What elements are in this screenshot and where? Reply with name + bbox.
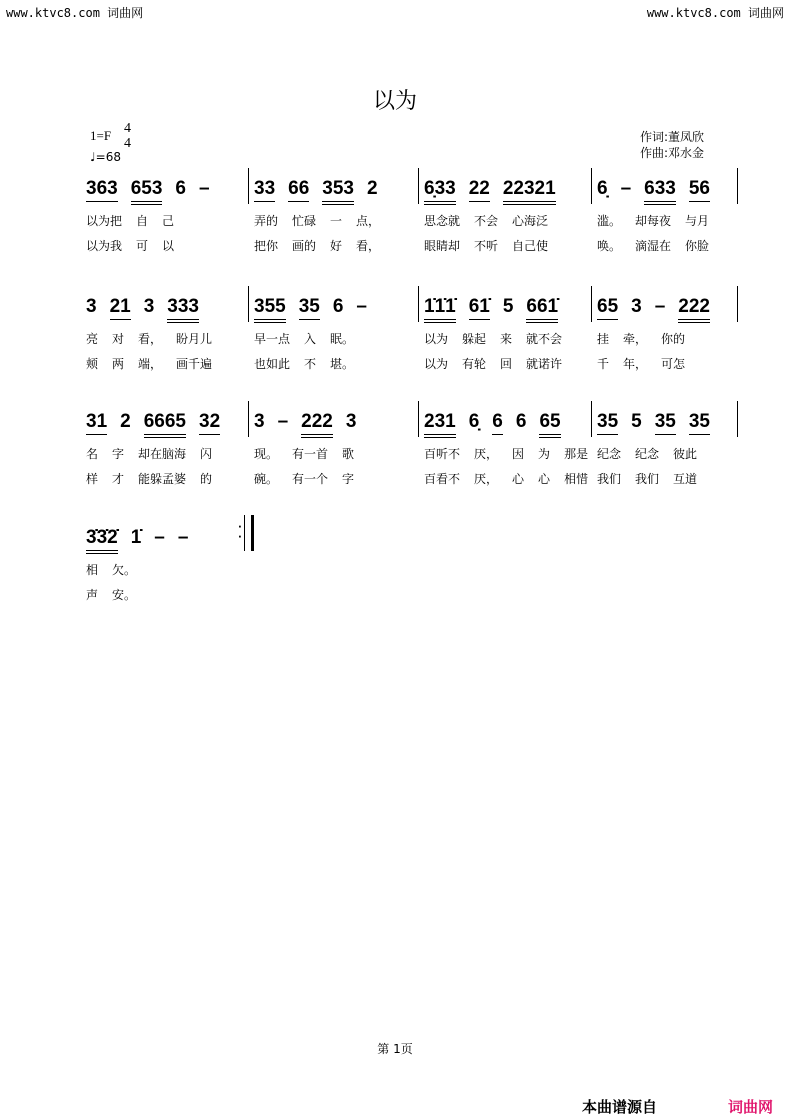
repeat-dots: · · (238, 522, 242, 543)
lyric-syllable: 厌， (474, 447, 499, 461)
lyric-row-verse-2 (86, 237, 210, 262)
source-label: 本曲谱源自 (582, 1098, 658, 1116)
lyric-syllable: 百听不 (424, 447, 461, 461)
lyric-syllable: 就不会 (526, 332, 563, 346)
measure (597, 296, 710, 371)
lyric-syllable: 心海泛 (512, 214, 549, 228)
lyric-syllable: 忙碌 (292, 214, 317, 228)
barline (591, 286, 592, 322)
lyric-syllable: 以为我 (86, 239, 123, 253)
lyric-syllable: 也如此 (254, 357, 291, 371)
lyric-row-verse-2 (86, 355, 212, 380)
notes (86, 296, 212, 330)
lyric-syllable: 亮 (86, 332, 99, 346)
lyric-syllable: 早一点 (254, 332, 291, 346)
lyric-syllable: 我们 (597, 472, 622, 486)
lyric-syllable: 字 (112, 447, 125, 461)
lyric-syllable: 心 (538, 472, 551, 486)
lyric-row-verse-2 (86, 470, 220, 495)
note-group: 1̇1̇1̇ (424, 296, 456, 323)
lyric-syllable: 声 (86, 588, 99, 602)
lyric-row-verse-1 (424, 445, 588, 470)
note-group: 61̇ (469, 296, 490, 320)
lyric-syllable: 自己使 (512, 239, 549, 253)
note-group: 222 (678, 296, 710, 323)
measure (86, 411, 221, 486)
lyric-syllable: 入 (304, 332, 317, 346)
note-group: 6̣ (597, 178, 608, 199)
notes (254, 178, 380, 212)
barline (418, 401, 419, 437)
lyric-syllable: 却每夜 (635, 214, 672, 228)
lyric-syllable: 字 (342, 472, 355, 486)
lyric-syllable: 厌， (474, 472, 499, 486)
lyric-syllable: 相惜 (564, 472, 589, 486)
lyric-syllable: 两 (112, 357, 125, 371)
lyric-syllable: 现。 (254, 447, 279, 461)
lyric-row-verse-1 (86, 330, 212, 355)
note-group: 31 (86, 411, 107, 435)
barline (591, 401, 592, 437)
lyric-syllable: 可怎 (661, 357, 686, 371)
lyric-syllable: 一 (330, 214, 343, 228)
lyric-syllable: 以为 (424, 357, 449, 371)
page-number: 第 1页 (377, 1042, 413, 1056)
lyric-row-verse-1 (254, 445, 356, 470)
measure (597, 178, 710, 253)
lyric-syllable: 来 (500, 332, 513, 346)
note-group: 6665 (144, 411, 186, 438)
lyric-syllable: 千 (597, 357, 610, 371)
measure (424, 296, 563, 371)
lyric-syllable: 的 (200, 472, 213, 486)
lyric-row-verse-1 (424, 212, 556, 237)
lyric-syllable: 彼此 (673, 447, 698, 461)
note-group: 353 (322, 178, 354, 205)
note-group: 3̇3̇2̇ (86, 527, 118, 554)
note-group: – (154, 527, 165, 548)
lyric-syllable: 盼月儿 (176, 332, 213, 346)
lyric-syllable: 就诺许 (526, 357, 563, 371)
lyric-syllable: 有一首 (292, 447, 329, 461)
lyric-syllable: 能躲孟婆 (138, 472, 187, 486)
note-group: – (620, 178, 632, 199)
lyric-syllable: 闪 (200, 447, 213, 461)
note-group: 333 (167, 296, 199, 323)
lyric-row-verse-1 (254, 212, 380, 237)
lyric-syllable: 唤。 (597, 239, 622, 253)
lyric-row-verse-2 (597, 470, 710, 495)
lyric-row-verse-1 (86, 212, 210, 237)
notes (597, 178, 710, 212)
note-group: 6 (332, 296, 344, 317)
lyric-syllable: 挂 (597, 332, 610, 346)
lyric-syllable: 你脸 (685, 239, 710, 253)
barline (418, 286, 419, 322)
note-group: 633 (644, 178, 676, 205)
lyric-syllable: 那是 (564, 447, 589, 461)
note-group: 222 (301, 411, 333, 438)
lyric-syllable: 相 (86, 563, 99, 577)
note-group: 35 (655, 411, 676, 435)
barline (418, 168, 419, 204)
measure (597, 411, 710, 486)
end-repeat-barline (244, 515, 254, 551)
note-group: 66 (288, 178, 309, 202)
lyric-row-verse-1 (597, 330, 710, 355)
lyric-syllable: 看， (138, 332, 163, 346)
lyric-syllable: 碗。 (254, 472, 279, 486)
lyric-row-verse-2 (254, 237, 380, 262)
lyric-syllable: 以为把 (86, 214, 123, 228)
lyric-syllable: 因 (512, 447, 525, 461)
lyric-syllable: 画千遍 (176, 357, 213, 371)
note-group: 2 (366, 178, 378, 199)
note-group: 21 (110, 296, 131, 320)
lyric-row-verse-2 (254, 355, 367, 380)
lyric-syllable: 名 (86, 447, 99, 461)
measure (254, 178, 381, 253)
time-sig-top: 4 (124, 121, 131, 136)
note-group: 653 (131, 178, 163, 205)
tempo-mark: ♩=68 (90, 150, 121, 164)
lyric-syllable: 点， (356, 214, 381, 228)
notes (424, 296, 562, 330)
lyric-syllable: 己 (162, 214, 175, 228)
note-group: 35 (299, 296, 320, 320)
time-signature (124, 121, 131, 151)
note-group: – (277, 411, 289, 432)
notes (254, 411, 356, 445)
lyric-syllable: 躲起 (462, 332, 487, 346)
lyric-syllable: 年， (623, 357, 648, 371)
lyric-syllable: 不会 (474, 214, 499, 228)
lyric-syllable: 滥。 (597, 214, 622, 228)
note-group: 65 (597, 296, 618, 320)
lyric-syllable: 才 (112, 472, 125, 486)
lyric-syllable: 不听 (474, 239, 499, 253)
barline (248, 401, 249, 437)
note-group: 3 (631, 296, 642, 317)
notes (86, 178, 210, 212)
lyric-syllable: 眠。 (330, 332, 355, 346)
note-group: – (356, 296, 367, 317)
lyric-row-verse-1 (86, 445, 220, 470)
barline (737, 286, 738, 322)
measure (424, 411, 589, 486)
lyric-row-verse-1 (424, 330, 562, 355)
barline (248, 168, 249, 204)
lyric-syllable: 欠。 (112, 563, 137, 577)
note-group: 5 (502, 296, 514, 317)
notes (86, 527, 188, 561)
barline (737, 401, 738, 437)
lyric-row-verse-2 (597, 237, 710, 262)
lyric-syllable: 样 (86, 472, 99, 486)
note-group: 355 (254, 296, 286, 323)
note-group: 6̣ (468, 411, 480, 432)
note-group: 363 (86, 178, 118, 202)
lyric-syllable: 纪念 (597, 447, 622, 461)
lyric-syllable: 与月 (685, 214, 710, 228)
measure (254, 411, 357, 486)
source-brand: 词曲网 (728, 1098, 774, 1116)
note-group: – (198, 178, 210, 199)
lyric-syllable: 安。 (112, 588, 137, 602)
lyric-syllable: 以为 (424, 332, 449, 346)
measure (254, 296, 367, 371)
lyric-syllable: 颊 (86, 357, 99, 371)
note-group: 2 (120, 411, 131, 432)
lyric-syllable: 有轮 (462, 357, 487, 371)
lyric-syllable: 牵， (623, 332, 648, 346)
lyric-syllable: 却在脑海 (138, 447, 187, 461)
lyric-syllable: 堪。 (330, 357, 355, 371)
note-group: 5 (631, 411, 642, 432)
lyric-syllable: 有一个 (292, 472, 329, 486)
watermark-left: www.ktvc8.com 词曲网 (6, 6, 144, 20)
note-group: 6̣33 (424, 178, 456, 205)
key-signature: 1=F (90, 128, 112, 143)
note-group: 3 (345, 411, 357, 432)
lyric-syllable: 互道 (673, 472, 698, 486)
note-group: 33 (254, 178, 275, 202)
notes (254, 296, 367, 330)
song-title: 以为 (372, 89, 417, 114)
note-group: 32 (199, 411, 220, 435)
lyric-syllable: 弄的 (254, 214, 279, 228)
lyric-row-verse-2 (254, 470, 356, 495)
lyric-syllable: 纪念 (635, 447, 660, 461)
lyric-syllable: 不 (304, 357, 317, 371)
note-group: 231 (424, 411, 456, 438)
lyric-syllable: 以 (162, 239, 175, 253)
time-sig-bottom: 4 (124, 136, 131, 151)
note-group: 661̇ (526, 296, 558, 323)
note-group: 22 (469, 178, 490, 202)
lyric-syllable: 自 (136, 214, 149, 228)
barline (737, 168, 738, 204)
watermark-right: www.ktvc8.com 词曲网 (646, 6, 784, 20)
lyric-row-verse-2 (86, 586, 188, 611)
notes (597, 411, 710, 445)
lyric-syllable: 把你 (254, 239, 279, 253)
note-group: 3 (143, 296, 155, 317)
lyric-syllable: 你的 (661, 332, 686, 346)
lyric-syllable: 为 (538, 447, 551, 461)
lyric-syllable: 歌 (342, 447, 355, 461)
lyric-syllable: 滴湿在 (635, 239, 672, 253)
note-group: 6 (515, 411, 527, 432)
lyric-syllable: 好 (330, 239, 343, 253)
note-group: 22321 (503, 178, 556, 205)
note-group: 35 (597, 411, 618, 435)
note-group: 35 (689, 411, 710, 435)
lyric-row-verse-2 (597, 355, 710, 380)
notes (86, 411, 220, 445)
note-group: 1̇ (130, 527, 142, 548)
composer: 作曲:邓水金 (640, 146, 705, 160)
note-group: 3 (86, 296, 97, 317)
lyric-syllable: 对 (112, 332, 125, 346)
lyric-syllable: 心 (512, 472, 525, 486)
lyric-syllable: 回 (500, 357, 513, 371)
note-group: – (654, 296, 666, 317)
measure (86, 296, 213, 371)
measure (424, 178, 556, 253)
measure (86, 178, 210, 253)
lyric-syllable: 眼睛却 (424, 239, 461, 253)
lyric-row-verse-2 (424, 355, 562, 380)
barline (591, 168, 592, 204)
barline (248, 286, 249, 322)
lyric-syllable: 看， (356, 239, 381, 253)
notes (424, 411, 588, 445)
note-group: 65 (539, 411, 560, 438)
lyric-row-verse-2 (424, 237, 556, 262)
note-group: 3 (254, 411, 265, 432)
note-group: 6 (492, 411, 503, 435)
lyric-row-verse-1 (597, 445, 710, 470)
measure (86, 527, 189, 602)
lyric-syllable: 画的 (292, 239, 317, 253)
lyric-syllable: 思念就 (424, 214, 461, 228)
note-group: 6 (175, 178, 186, 199)
lyric-syllable: 可 (136, 239, 149, 253)
lyric-syllable: 百看不 (424, 472, 461, 486)
notes (424, 178, 556, 212)
lyric-row-verse-1 (86, 561, 188, 586)
lyric-syllable: 端， (138, 357, 163, 371)
lyric-row-verse-1 (254, 330, 367, 355)
lyric-syllable: 我们 (635, 472, 660, 486)
note-group: 56 (689, 178, 710, 202)
lyricist: 作词:董凤欣 (640, 130, 705, 144)
lyric-row-verse-2 (424, 470, 588, 495)
notes (597, 296, 710, 330)
lyric-row-verse-1 (597, 212, 710, 237)
note-group: – (177, 527, 189, 548)
